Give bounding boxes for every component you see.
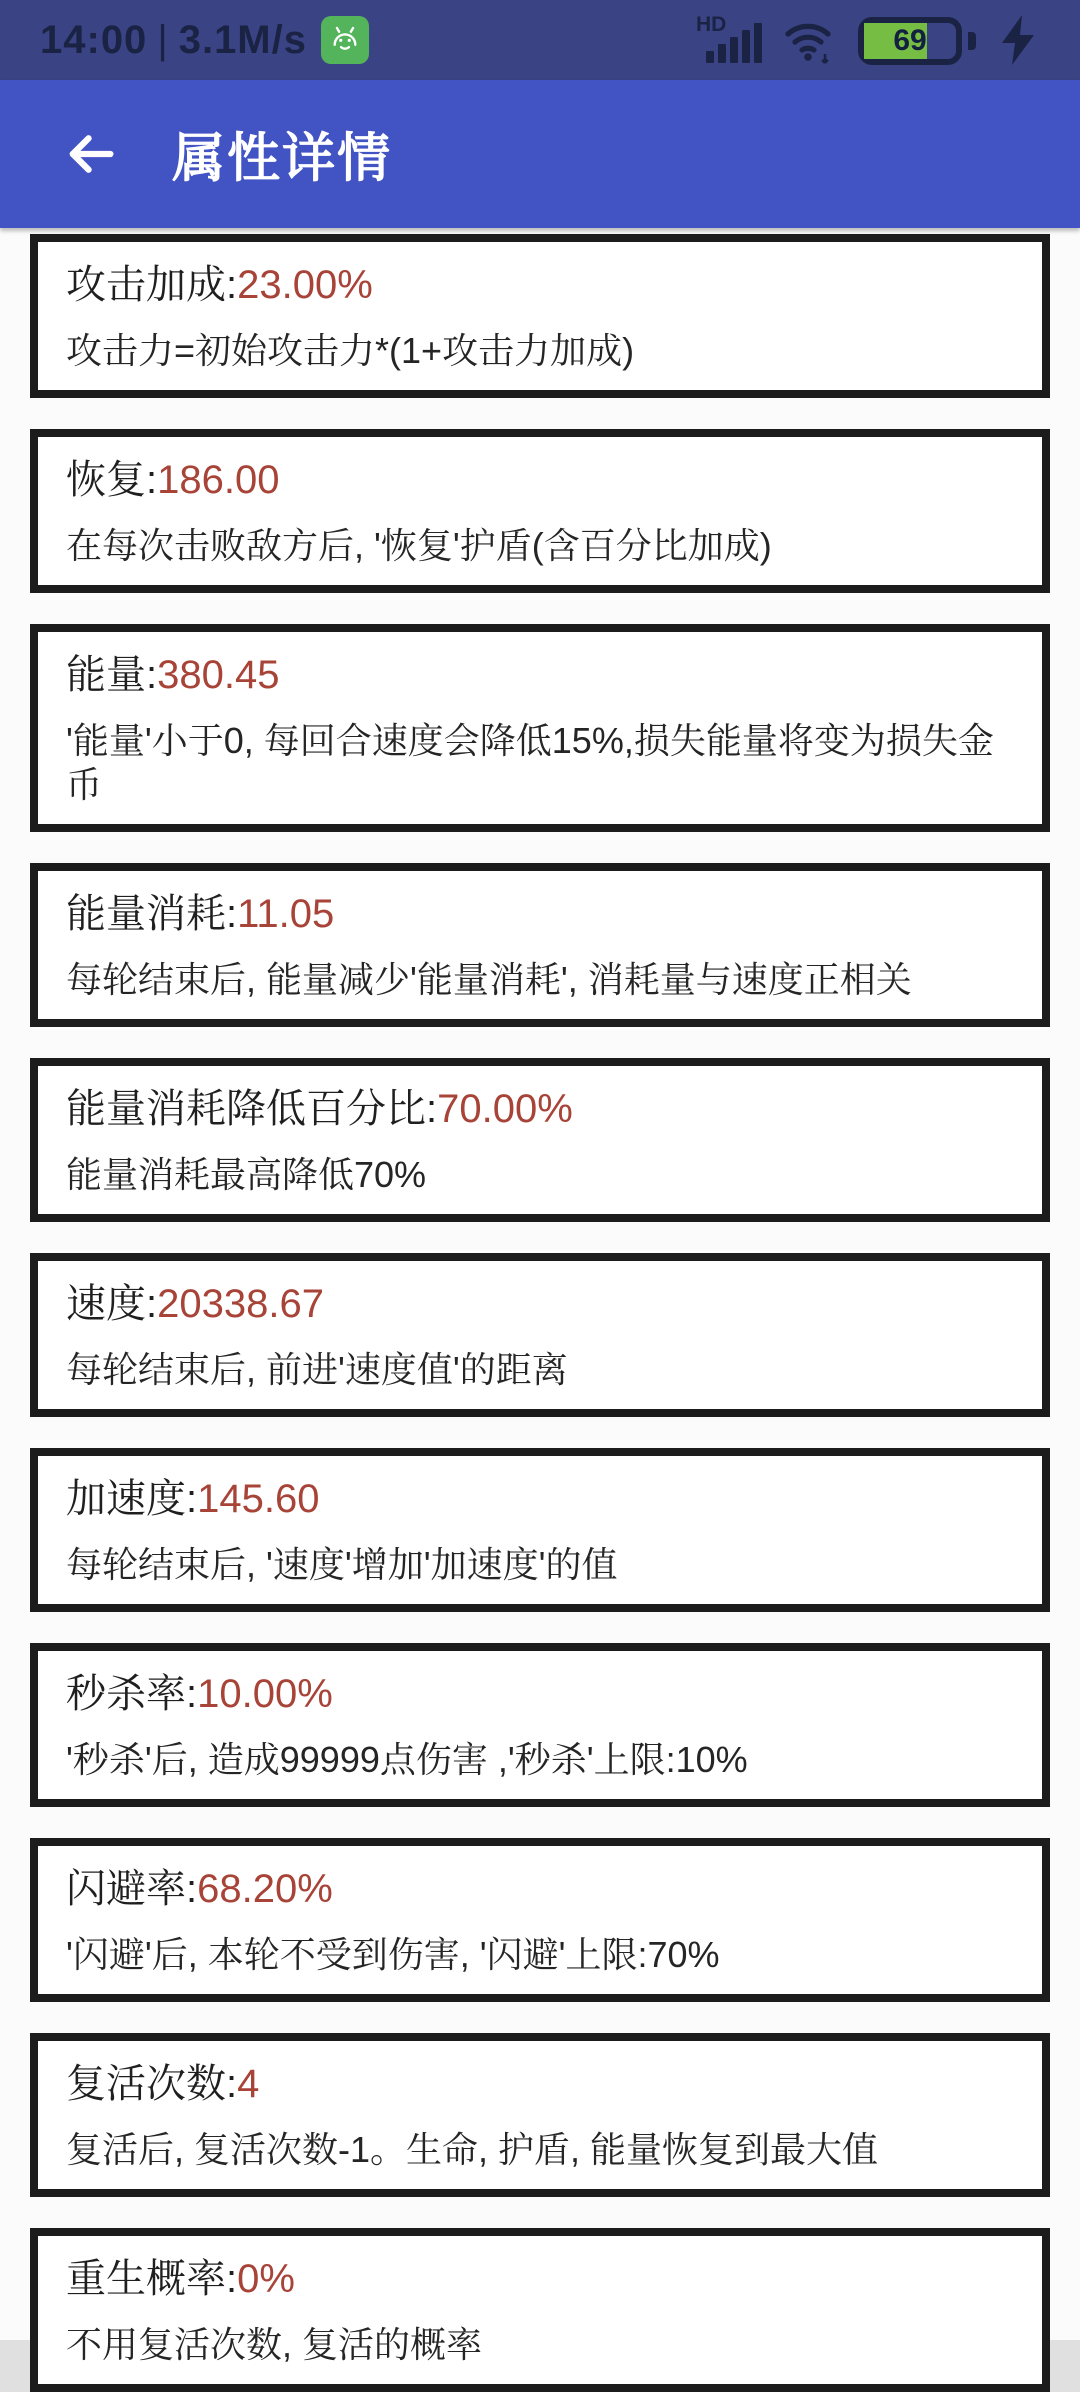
attribute-value: 68.20%	[197, 1867, 333, 1911]
attribute-label: 复活次数:	[66, 2062, 238, 2106]
attribute-label: 重生概率:	[66, 2257, 238, 2301]
attribute-card	[30, 624, 1050, 832]
attribute-description: '秒杀'后, 造成99999点伤害 ,'秒杀'上限:10%	[66, 1739, 748, 1780]
attribute-label: 能量:	[66, 653, 158, 697]
attribute-value: 0%	[237, 2257, 295, 2301]
signal-bars-icon	[706, 23, 762, 63]
wifi-icon	[782, 13, 838, 67]
attribute-value: 20338.67	[157, 1282, 324, 1326]
hd-label: HD	[696, 13, 727, 36]
attribute-description: 不用复活次数, 复活的概率	[66, 2324, 483, 2365]
android-app-icon	[321, 16, 369, 64]
attribute-title	[66, 1476, 1014, 1522]
battery-percent: 69	[893, 24, 927, 57]
attribute-title	[66, 1281, 1014, 1327]
attribute-card	[30, 1448, 1050, 1612]
attribute-value: 4	[237, 2062, 260, 2106]
attribute-description: 能量消耗最高降低70%	[66, 1154, 427, 1195]
attribute-description: 每轮结束后, 能量减少'能量消耗', 消耗量与速度正相关	[66, 959, 912, 1000]
android-robot-icon	[326, 21, 364, 59]
back-arrow-icon	[62, 125, 120, 183]
attribute-value: 380.45	[157, 653, 280, 697]
attribute-label: 能量消耗:	[66, 892, 238, 936]
attribute-title	[66, 891, 1014, 937]
battery-icon	[858, 17, 962, 65]
attribute-card	[30, 2228, 1050, 2392]
attribute-description: '能量'小于0, 每回合速度会降低15%,损失能量将变为损失金币	[66, 720, 994, 805]
attribute-title	[66, 262, 1014, 308]
attribute-description: 每轮结束后, '速度'增加'加速度'的值	[66, 1544, 618, 1585]
status-time-speed	[40, 18, 307, 63]
attribute-card	[30, 1058, 1050, 1222]
attribute-card	[30, 863, 1050, 1027]
attribute-title	[66, 2256, 1014, 2302]
attribute-value: 186.00	[157, 458, 280, 502]
attribute-value: 10.00%	[197, 1672, 333, 1716]
back-button[interactable]	[56, 119, 126, 189]
attribute-card	[30, 1643, 1050, 1807]
page-title: 属性详情	[172, 129, 392, 188]
attribute-description: 攻击力=初始攻击力*(1+攻击力加成)	[66, 330, 635, 371]
attribute-title	[66, 2061, 1014, 2107]
attribute-value: 11.05	[237, 892, 335, 936]
attribute-card	[30, 429, 1050, 593]
attribute-card	[30, 1253, 1050, 1417]
status-time: 14:00	[40, 17, 148, 62]
attribute-description: '闪避'后, 本轮不受到伤害, '闪避'上限:70%	[66, 1934, 720, 1975]
attribute-label: 能量消耗降低百分比:	[66, 1087, 438, 1131]
attribute-card	[30, 1838, 1050, 2002]
attribute-label: 攻击加成:	[66, 263, 238, 307]
attribute-card	[30, 2033, 1050, 2197]
status-net-speed: 3.1M/s	[178, 17, 307, 62]
attribute-label: 秒杀率:	[66, 1672, 198, 1716]
attribute-label: 恢复:	[66, 458, 158, 502]
attribute-label: 速度:	[66, 1282, 158, 1326]
attribute-description: 复活后, 复活次数-1。生命, 护盾, 能量恢复到最大值	[66, 2129, 879, 2170]
status-separator: |	[157, 17, 169, 62]
battery-nub	[968, 32, 976, 50]
charging-bolt-icon	[996, 13, 1040, 67]
attribute-value: 23.00%	[237, 263, 373, 307]
attribute-title	[66, 1866, 1014, 1912]
status-right	[696, 13, 1040, 67]
attribute-list[interactable]	[0, 228, 1080, 2392]
attribute-description: 每轮结束后, 前进'速度值'的距离	[66, 1349, 568, 1390]
attribute-label: 加速度:	[66, 1477, 198, 1521]
app-bar	[0, 80, 1080, 228]
cell-signal-icon	[696, 13, 762, 67]
attribute-value: 70.00%	[437, 1087, 573, 1131]
attribute-title	[66, 652, 1014, 698]
wifi-arcs-icon	[782, 13, 838, 67]
attribute-title	[66, 1671, 1014, 1717]
attribute-card	[30, 234, 1050, 398]
attribute-description: 在每次击败敌方后, '恢复'护盾(含百分比加成)	[66, 525, 772, 566]
attribute-title	[66, 457, 1014, 503]
attribute-title	[66, 1086, 1014, 1132]
attribute-value: 145.60	[197, 1477, 320, 1521]
status-bar	[0, 0, 1080, 80]
attribute-label: 闪避率:	[66, 1867, 198, 1911]
status-left	[40, 16, 369, 64]
